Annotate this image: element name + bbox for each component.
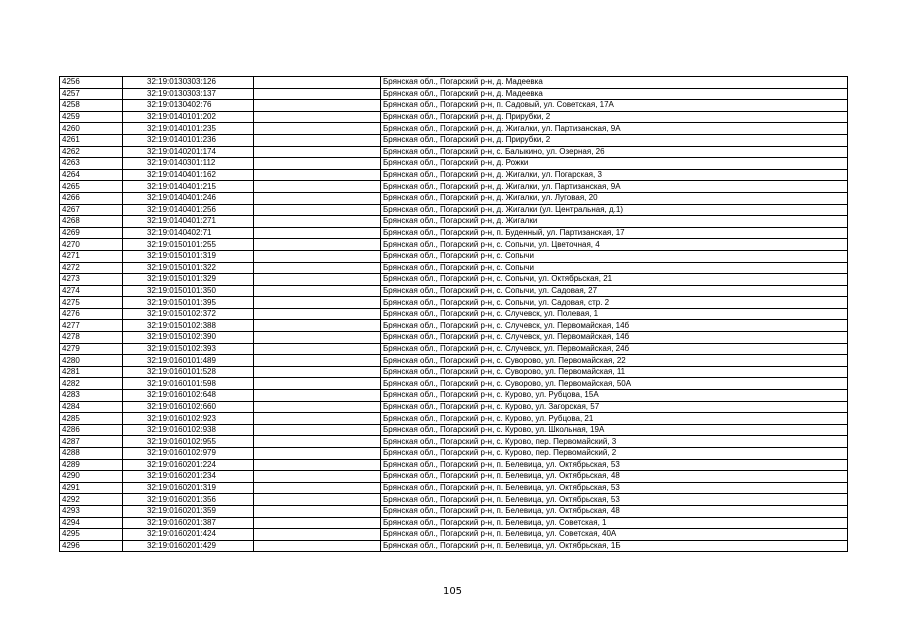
- row-number-cell: 4262: [60, 146, 123, 158]
- empty-cell: [254, 77, 381, 89]
- cadastral-number-cell: 32:19:0140401:215: [123, 181, 254, 193]
- cadastral-number-cell: 32:19:0160101:598: [123, 378, 254, 390]
- cadastral-number-cell: 32:19:0160102:660: [123, 401, 254, 413]
- table-row: [60, 227, 848, 239]
- row-number-cell: 4261: [60, 134, 123, 146]
- row-number-cell: 4269: [60, 227, 123, 239]
- table-row: [60, 448, 848, 460]
- cadastral-number-cell: 32:19:0140401:271: [123, 216, 254, 228]
- empty-cell: [254, 494, 381, 506]
- address-cell: Брянская обл., Погарский р-н, с. Курово, пер. Первомайский, 3: [381, 436, 848, 448]
- row-number-cell: 4282: [60, 378, 123, 390]
- address-cell: Брянская обл., Погарский р-н, с. Суворово, ул. Первомайская, 11: [381, 366, 848, 378]
- empty-cell: [254, 158, 381, 170]
- row-number-cell: 4272: [60, 262, 123, 274]
- empty-cell: [254, 262, 381, 274]
- empty-cell: [254, 529, 381, 541]
- address-cell: Брянская обл., Погарский р-н, п. Белевица, ул. Октябрьская, 48: [381, 505, 848, 517]
- table-row: [60, 436, 848, 448]
- row-number-cell: 4263: [60, 158, 123, 170]
- empty-cell: [254, 169, 381, 181]
- cadastral-number-cell: 32:19:0150101:255: [123, 239, 254, 251]
- table-row: [60, 262, 848, 274]
- empty-cell: [254, 100, 381, 112]
- row-number-cell: 4275: [60, 297, 123, 309]
- cadastral-number-cell: 32:19:0160102:923: [123, 413, 254, 425]
- cadastral-number-cell: 32:19:0160102:955: [123, 436, 254, 448]
- table-row: [60, 320, 848, 332]
- address-cell: Брянская обл., Погарский р-н, п. Белевица, ул. Советская, 1: [381, 517, 848, 529]
- address-cell: Брянская обл., Погарский р-н, д. Рожки: [381, 158, 848, 170]
- table-row: [60, 517, 848, 529]
- address-cell: Брянская обл., Погарский р-н, д. Жигалки, ул. Партизанская, 9А: [381, 181, 848, 193]
- empty-cell: [254, 401, 381, 413]
- row-number-cell: 4256: [60, 77, 123, 89]
- address-cell: Брянская обл., Погарский р-н, с. Случевск, ул. Первомайская, 14б: [381, 320, 848, 332]
- table-row: [60, 297, 848, 309]
- cadastral-number-cell: 32:19:0140402:71: [123, 227, 254, 239]
- address-cell: Брянская обл., Погарский р-н, с. Случевск, ул. Первомайская, 14б: [381, 332, 848, 344]
- cadastral-number-cell: 32:19:0140101:202: [123, 111, 254, 123]
- cadastral-number-cell: 32:19:0160201:424: [123, 529, 254, 541]
- address-cell: Брянская обл., Погарский р-н, д. Жигалки, ул. Партизанская, 9А: [381, 123, 848, 135]
- cadastral-number-cell: 32:19:0150102:393: [123, 343, 254, 355]
- table-row: [60, 459, 848, 471]
- row-number-cell: 4265: [60, 181, 123, 193]
- table-row: [60, 146, 848, 158]
- cadastral-number-cell: 32:19:0160201:224: [123, 459, 254, 471]
- empty-cell: [254, 448, 381, 460]
- address-cell: Брянская обл., Погарский р-н, п. Белевица, ул. Октябрьская, 1Б: [381, 540, 848, 552]
- address-cell: Брянская обл., Погарский р-н, д. Жигалки (ул. Центральная, д.1): [381, 204, 848, 216]
- table-row: [60, 355, 848, 367]
- row-number-cell: 4291: [60, 482, 123, 494]
- address-cell: Брянская обл., Погарский р-н, д. Мадеевка: [381, 88, 848, 100]
- empty-cell: [254, 540, 381, 552]
- row-number-cell: 4288: [60, 448, 123, 460]
- table-row: [60, 529, 848, 541]
- cadastral-number-cell: 32:19:0140101:236: [123, 134, 254, 146]
- address-cell: Брянская обл., Погарский р-н, с. Сопычи: [381, 262, 848, 274]
- address-cell: Брянская обл., Погарский р-н, с. Сопычи, ул. Садовая, стр. 2: [381, 297, 848, 309]
- address-cell: Брянская обл., Погарский р-н, с. Сопычи, ул. Садовая, 27: [381, 285, 848, 297]
- cadastral-number-cell: 32:19:0160201:387: [123, 517, 254, 529]
- empty-cell: [254, 459, 381, 471]
- empty-cell: [254, 320, 381, 332]
- address-cell: Брянская обл., Погарский р-н, с. Курово, пер. Первомайский, 2: [381, 448, 848, 460]
- address-cell: Брянская обл., Погарский р-н, п. Белевица, ул. Октябрьская, 53: [381, 482, 848, 494]
- table-row: [60, 471, 848, 483]
- row-number-cell: 4290: [60, 471, 123, 483]
- address-cell: Брянская обл., Погарский р-н, с. Балыкино, ул. Озерная, 26: [381, 146, 848, 158]
- cadastral-number-cell: 32:19:0150101:319: [123, 250, 254, 262]
- empty-cell: [254, 332, 381, 344]
- table-row: [60, 134, 848, 146]
- cadastral-number-cell: 32:19:0160102:648: [123, 390, 254, 402]
- cadastral-number-cell: 32:19:0140101:235: [123, 123, 254, 135]
- cadastral-number-cell: 32:19:0150101:350: [123, 285, 254, 297]
- address-cell: Брянская обл., Погарский р-н, д. Прирубки, 2: [381, 111, 848, 123]
- empty-cell: [254, 413, 381, 425]
- empty-cell: [254, 239, 381, 251]
- row-number-cell: 4295: [60, 529, 123, 541]
- cadastral-number-cell: 32:19:0140201:174: [123, 146, 254, 158]
- row-number-cell: 4270: [60, 239, 123, 251]
- address-cell: Брянская обл., Погарский р-н, с. Случевск, ул. Полевая, 1: [381, 308, 848, 320]
- address-cell: Брянская обл., Погарский р-н, п. Белевица, ул. Октябрьская, 53: [381, 494, 848, 506]
- cadastral-number-cell: 32:19:0150102:388: [123, 320, 254, 332]
- table-row: [60, 332, 848, 344]
- row-number-cell: 4258: [60, 100, 123, 112]
- table-row: [60, 250, 848, 262]
- row-number-cell: 4266: [60, 192, 123, 204]
- cadastral-number-cell: 32:19:0160101:489: [123, 355, 254, 367]
- table-row: [60, 274, 848, 286]
- address-cell: Брянская обл., Погарский р-н, д. Мадеевка: [381, 77, 848, 89]
- table-row: [60, 366, 848, 378]
- table-row: [60, 308, 848, 320]
- empty-cell: [254, 204, 381, 216]
- address-cell: Брянская обл., Погарский р-н, с. Суворово, ул. Первомайская, 22: [381, 355, 848, 367]
- cadastral-number-cell: 32:19:0140401:162: [123, 169, 254, 181]
- empty-cell: [254, 308, 381, 320]
- row-number-cell: 4267: [60, 204, 123, 216]
- empty-cell: [254, 181, 381, 193]
- table-row: [60, 192, 848, 204]
- empty-cell: [254, 227, 381, 239]
- address-cell: Брянская обл., Погарский р-н, п. Буденный, ул. Партизанская, 17: [381, 227, 848, 239]
- cadastral-number-cell: 32:19:0150102:372: [123, 308, 254, 320]
- empty-cell: [254, 250, 381, 262]
- empty-cell: [254, 343, 381, 355]
- registry-table-body: [60, 77, 848, 552]
- table-row: [60, 285, 848, 297]
- cadastral-number-cell: 32:19:0160201:234: [123, 471, 254, 483]
- empty-cell: [254, 297, 381, 309]
- row-number-cell: 4257: [60, 88, 123, 100]
- cadastral-number-cell: 32:19:0160201:319: [123, 482, 254, 494]
- table-row: [60, 413, 848, 425]
- address-cell: Брянская обл., Погарский р-н, с. Курово, ул. Школьная, 19А: [381, 424, 848, 436]
- cadastral-number-cell: 32:19:0160102:938: [123, 424, 254, 436]
- table-row: [60, 123, 848, 135]
- cadastral-number-cell: 32:19:0160102:979: [123, 448, 254, 460]
- row-number-cell: 4287: [60, 436, 123, 448]
- cadastral-number-cell: 32:19:0140301:112: [123, 158, 254, 170]
- cadastral-number-cell: 32:19:0150101:322: [123, 262, 254, 274]
- row-number-cell: 4280: [60, 355, 123, 367]
- empty-cell: [254, 505, 381, 517]
- empty-cell: [254, 378, 381, 390]
- row-number-cell: 4292: [60, 494, 123, 506]
- row-number-cell: 4274: [60, 285, 123, 297]
- cadastral-number-cell: 32:19:0160201:359: [123, 505, 254, 517]
- empty-cell: [254, 366, 381, 378]
- table-row: [60, 100, 848, 112]
- address-cell: Брянская обл., Погарский р-н, с. Курово, ул. Загорская, 57: [381, 401, 848, 413]
- cadastral-number-cell: 32:19:0140401:246: [123, 192, 254, 204]
- address-cell: Брянская обл., Погарский р-н, п. Белевица, ул. Октябрьская, 48: [381, 471, 848, 483]
- empty-cell: [254, 274, 381, 286]
- table-row: [60, 390, 848, 402]
- table-row: [60, 158, 848, 170]
- empty-cell: [254, 471, 381, 483]
- cadastral-number-cell: 32:19:0150101:329: [123, 274, 254, 286]
- empty-cell: [254, 134, 381, 146]
- registry-table: [59, 76, 848, 552]
- row-number-cell: 4294: [60, 517, 123, 529]
- address-cell: Брянская обл., Погарский р-н, п. Белевица, ул. Октябрьская, 53: [381, 459, 848, 471]
- cadastral-number-cell: 32:19:0160101:528: [123, 366, 254, 378]
- empty-cell: [254, 355, 381, 367]
- row-number-cell: 4289: [60, 459, 123, 471]
- row-number-cell: 4279: [60, 343, 123, 355]
- cadastral-number-cell: 32:19:0130303:137: [123, 88, 254, 100]
- empty-cell: [254, 482, 381, 494]
- table-row: [60, 494, 848, 506]
- address-cell: Брянская обл., Погарский р-н, с. Случевск, ул. Первомайская, 24б: [381, 343, 848, 355]
- row-number-cell: 4283: [60, 390, 123, 402]
- table-row: [60, 216, 848, 228]
- address-cell: Брянская обл., Погарский р-н, с. Сопычи: [381, 250, 848, 262]
- table-row: [60, 401, 848, 413]
- row-number-cell: 4293: [60, 505, 123, 517]
- table-row: [60, 181, 848, 193]
- empty-cell: [254, 88, 381, 100]
- address-cell: Брянская обл., Погарский р-н, д. Жигалки, ул. Луговая, 20: [381, 192, 848, 204]
- empty-cell: [254, 517, 381, 529]
- address-cell: Брянская обл., Погарский р-н, с. Курово, ул. Рубцова, 15А: [381, 390, 848, 402]
- row-number-cell: 4296: [60, 540, 123, 552]
- row-number-cell: 4285: [60, 413, 123, 425]
- row-number-cell: 4278: [60, 332, 123, 344]
- cadastral-number-cell: 32:19:0160201:429: [123, 540, 254, 552]
- cadastral-number-cell: 32:19:0130303:126: [123, 77, 254, 89]
- table-row: [60, 505, 848, 517]
- row-number-cell: 4260: [60, 123, 123, 135]
- row-number-cell: 4268: [60, 216, 123, 228]
- table-row: [60, 378, 848, 390]
- table-row: [60, 88, 848, 100]
- row-number-cell: 4273: [60, 274, 123, 286]
- address-cell: Брянская обл., Погарский р-н, с. Суворово, ул. Первомайская, 50А: [381, 378, 848, 390]
- table-row: [60, 540, 848, 552]
- empty-cell: [254, 192, 381, 204]
- table-row: [60, 343, 848, 355]
- row-number-cell: 4286: [60, 424, 123, 436]
- address-cell: Брянская обл., Погарский р-н, д. Прирубки, 2: [381, 134, 848, 146]
- empty-cell: [254, 123, 381, 135]
- table-row: [60, 239, 848, 251]
- address-cell: Брянская обл., Погарский р-н, с. Сопычи, ул. Октябрьская, 21: [381, 274, 848, 286]
- row-number-cell: 4259: [60, 111, 123, 123]
- address-cell: Брянская обл., Погарский р-н, п. Белевица, ул. Советская, 40А: [381, 529, 848, 541]
- table-row: [60, 204, 848, 216]
- address-cell: Брянская обл., Погарский р-н, д. Жигалки, ул. Погарская, 3: [381, 169, 848, 181]
- table-row: [60, 77, 848, 89]
- row-number-cell: 4276: [60, 308, 123, 320]
- empty-cell: [254, 285, 381, 297]
- cadastral-number-cell: 32:19:0150101:395: [123, 297, 254, 309]
- empty-cell: [254, 424, 381, 436]
- row-number-cell: 4281: [60, 366, 123, 378]
- cadastral-number-cell: 32:19:0150102:390: [123, 332, 254, 344]
- address-cell: Брянская обл., Погарский р-н, с. Курово, ул. Рубцова, 21: [381, 413, 848, 425]
- empty-cell: [254, 436, 381, 448]
- empty-cell: [254, 390, 381, 402]
- empty-cell: [254, 111, 381, 123]
- table-row: [60, 169, 848, 181]
- address-cell: Брянская обл., Погарский р-н, с. Сопычи, ул. Цветочная, 4: [381, 239, 848, 251]
- address-cell: Брянская обл., Погарский р-н, д. Жигалки: [381, 216, 848, 228]
- row-number-cell: 4271: [60, 250, 123, 262]
- empty-cell: [254, 216, 381, 228]
- cadastral-number-cell: 32:19:0160201:356: [123, 494, 254, 506]
- empty-cell: [254, 146, 381, 158]
- table-row: [60, 424, 848, 436]
- cadastral-number-cell: 32:19:0140401:256: [123, 204, 254, 216]
- table-row: [60, 482, 848, 494]
- cadastral-number-cell: 32:19:0130402:76: [123, 100, 254, 112]
- page-number: 105: [442, 586, 463, 597]
- row-number-cell: 4277: [60, 320, 123, 332]
- table-row: [60, 111, 848, 123]
- address-cell: Брянская обл., Погарский р-н, п. Садовый, ул. Советская, 17А: [381, 100, 848, 112]
- row-number-cell: 4284: [60, 401, 123, 413]
- row-number-cell: 4264: [60, 169, 123, 181]
